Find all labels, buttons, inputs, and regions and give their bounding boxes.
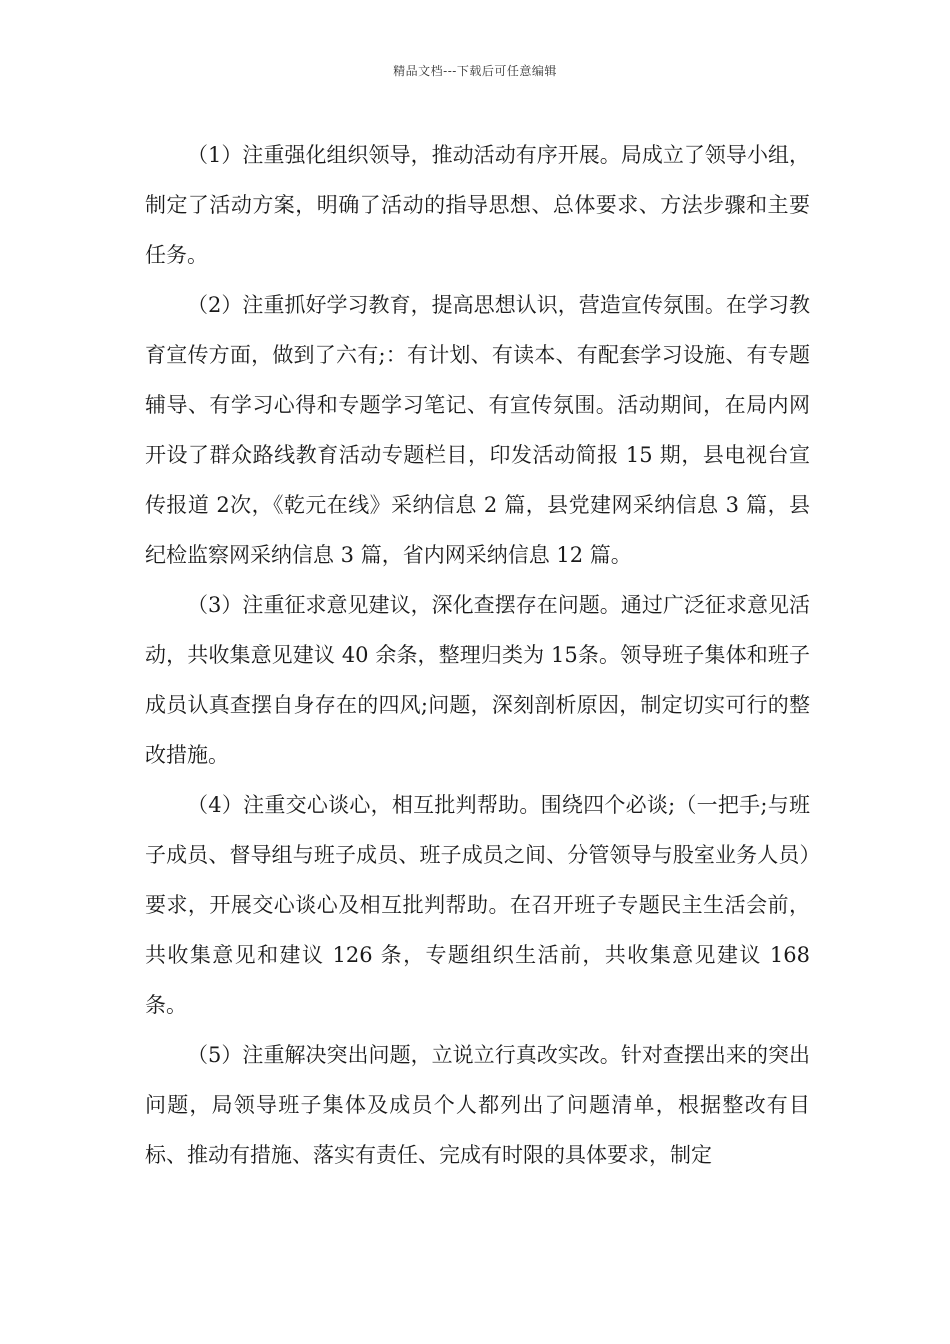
paragraph-3: （3）注重征求意见建议，深化查摆存在问题。通过广泛征求意见活动，共收集意见建议 40 余条，整理归类为 15条。领导班子集体和班子成员认真查摆自身存在的四风;问题，深刻剖析原因，制定切实可行的整改措施。 [145,593,810,767]
paragraph-5: （5）注重解决突出问题，立说立行真改实改。针对查摆出来的突出问题，局领导班子集体及成员个人都列出了问题清单，根据整改有目标、推动有措施、落实有责任、完成有时限的具体要求，制定 [145,1043,810,1167]
paragraph-1: （1）注重强化组织领导，推动活动有序开展。局成立了领导小组，制定了活动方案，明确了活动的指导思想、总体要求、方法步骤和主要任务。 [145,143,810,267]
page-header: 精品文档---下载后可任意编辑 [393,64,557,78]
document-body [145,130,810,1180]
paragraph-2: （2）注重抓好学习教育，提高思想认识，营造宣传氛围。在学习教育宣传方面，做到了六有;：有计划、有读本、有配套学习设施、有专题辅导、有学习心得和专题学习笔记、有宣传氛围。活动期间，在局内网开设了群众路线教育活动专题栏目，印发活动简报 15 期，县电视台宣传报道 2次，《乾元在线》采纳信息 2 篇，县党建网采纳信息 3 篇，县纪检监察网采纳信息 3 篇，省内网采纳信息 12 篇。 [145,293,810,567]
paragraph-4: （4）注重交心谈心，相互批判帮助。围绕四个必谈;（一把手;与班子成员、督导组与班子成员、班子成员之间、分管领导与股室业务人员）要求，开展交心谈心及相互批判帮助。在召开班子专题民主生活会前，共收集意见和建议 126 条，专题组织生活前，共收集意见建议 168 条。 [145,793,810,1017]
